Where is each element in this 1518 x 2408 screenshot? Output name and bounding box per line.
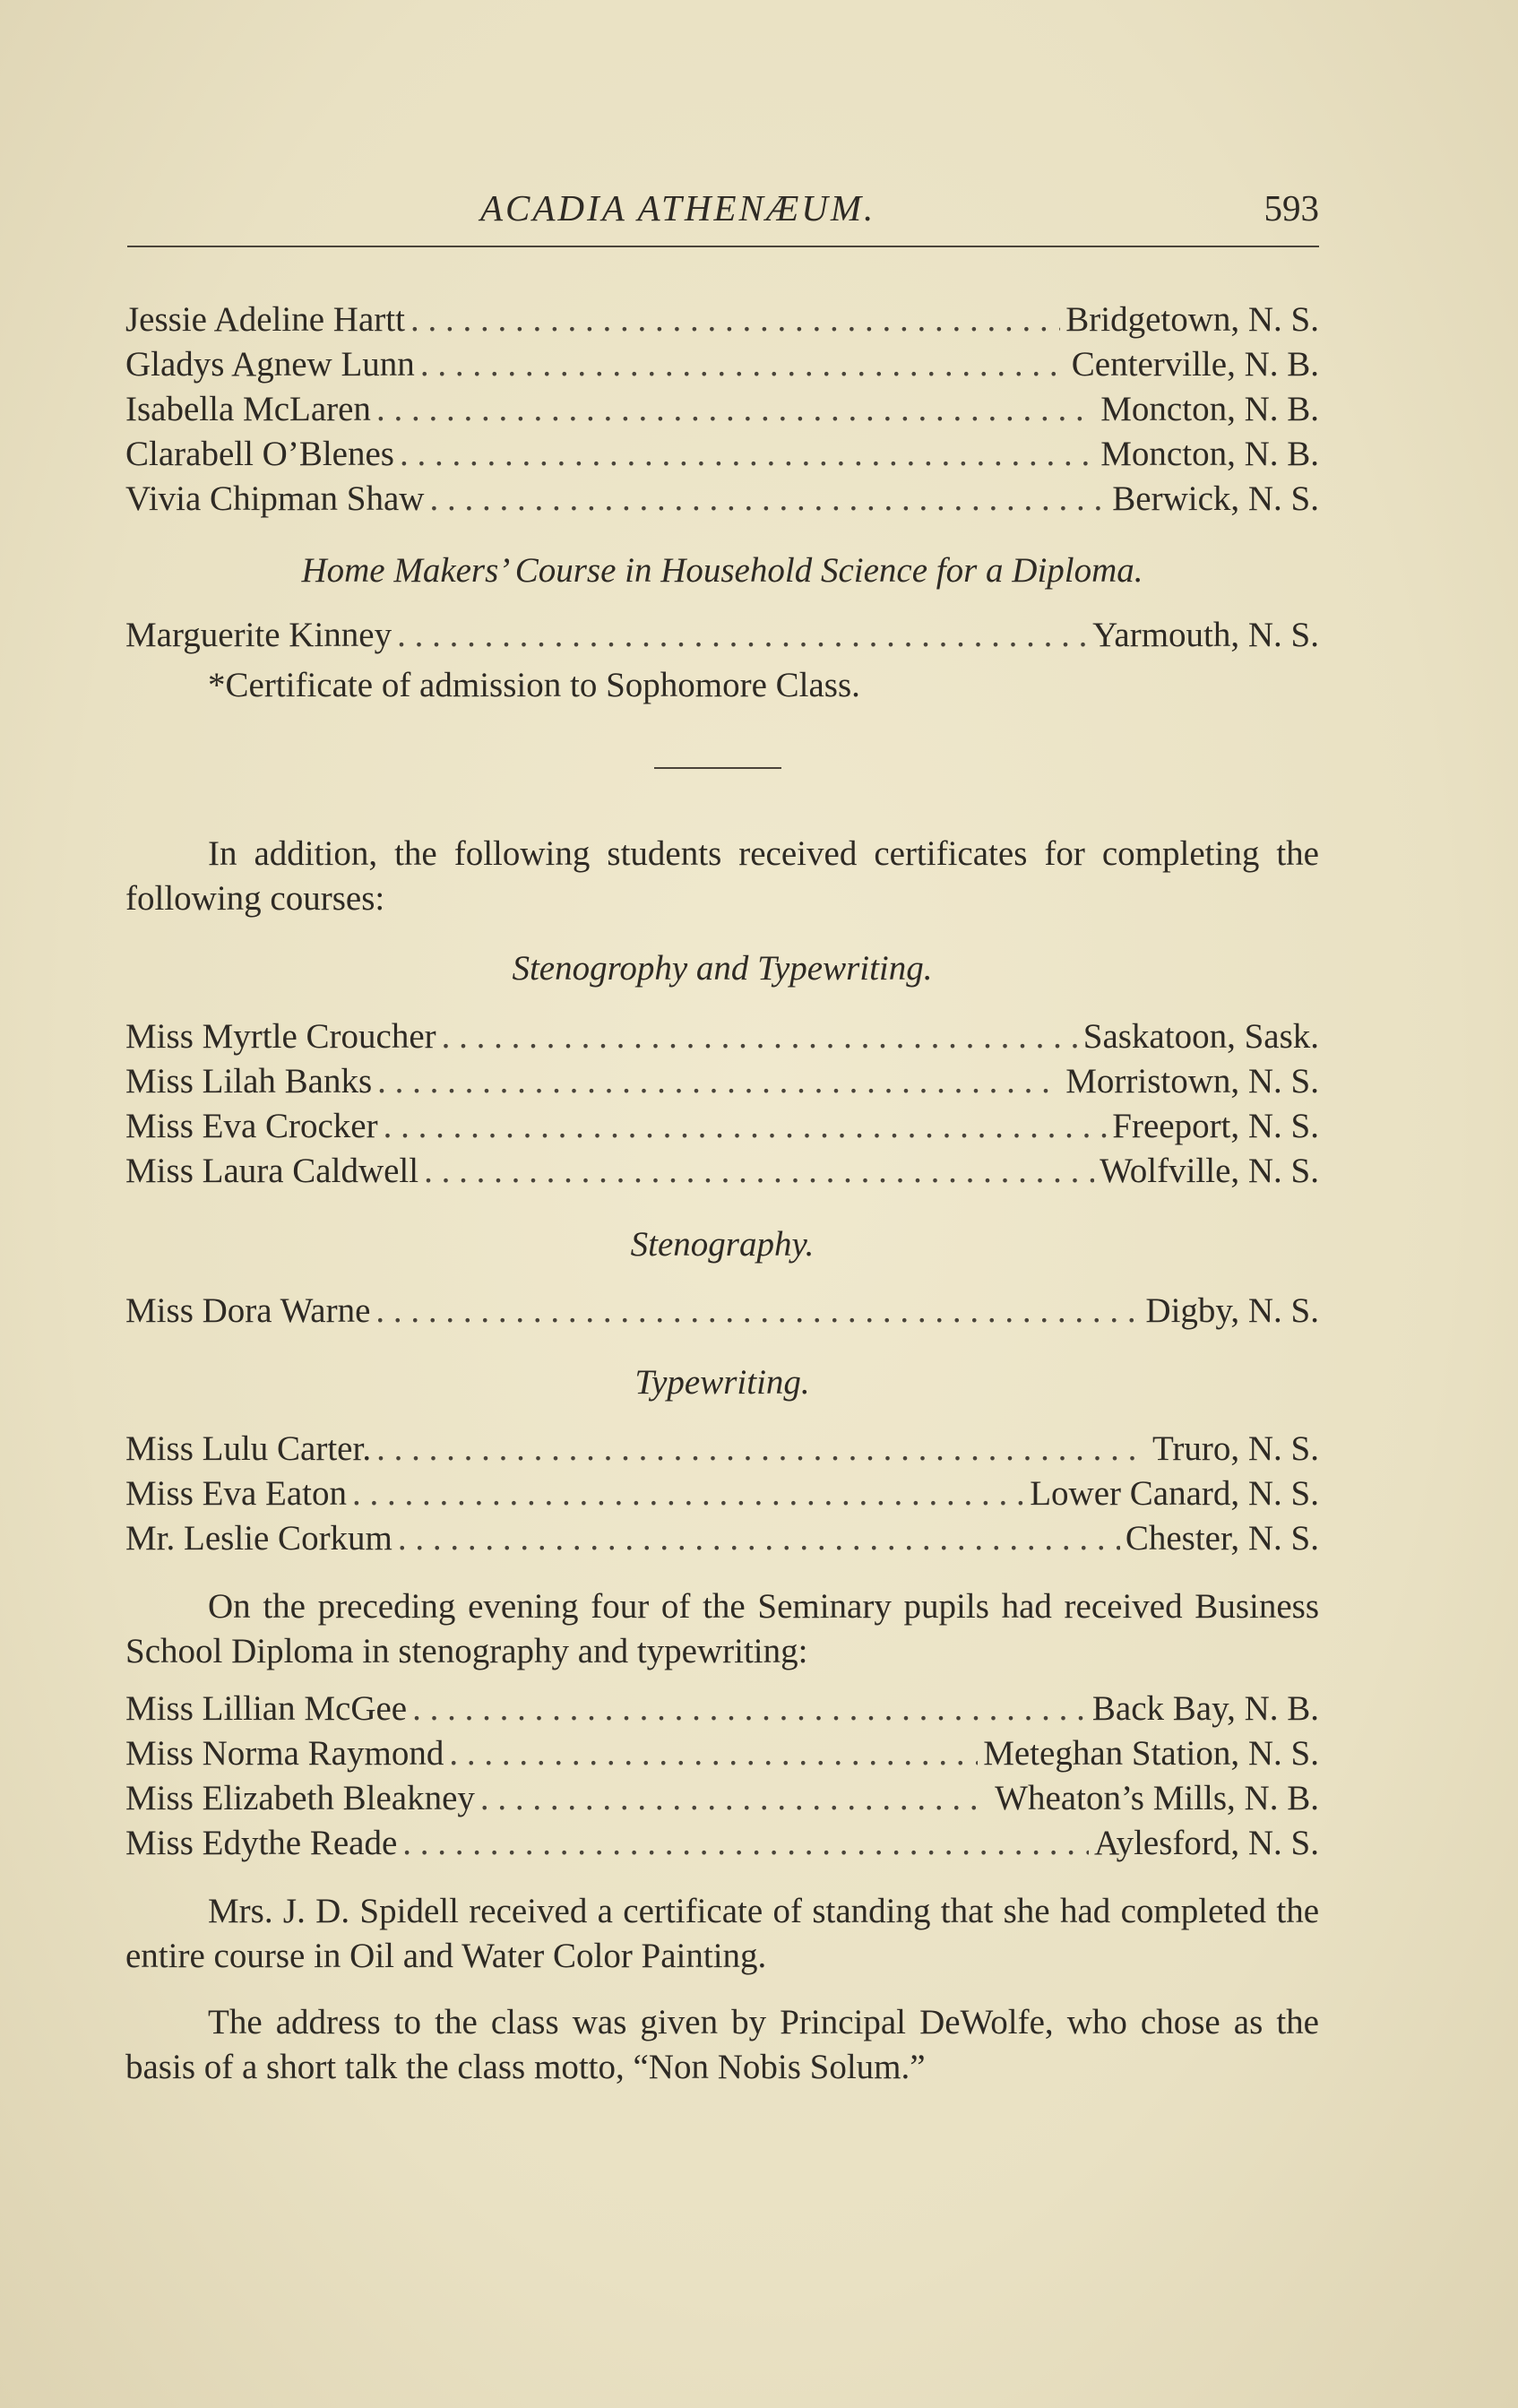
stenography-heading: Stenography. (630, 1225, 815, 1264)
hometown: Back Bay, N. B. (1091, 1689, 1319, 1728)
person-name: Miss Lilah Banks (125, 1062, 373, 1100)
dot-leader (402, 1823, 1089, 1863)
list-item (125, 434, 1319, 479)
list-item (125, 1473, 1319, 1518)
hometown: Berwick, N. S. (1112, 479, 1319, 518)
home-makers-heading: Home Makers’ Course in Household Science for a Diploma. (301, 551, 1143, 590)
person-name: Miss Laura Caldwell (125, 1152, 419, 1190)
dot-leader (480, 1778, 989, 1818)
person-name: Miss Eva Eaton (125, 1474, 347, 1513)
graduates-list (125, 299, 1319, 523)
list-item (125, 299, 1319, 344)
list-item (125, 1290, 1319, 1335)
hometown: Truro, N. S. (1151, 1429, 1319, 1468)
hometown: Wheaton’s Mills, N. B. (995, 1779, 1319, 1817)
hometown: Digby, N. S. (1145, 1291, 1319, 1330)
hometown: Chester, N. S. (1125, 1519, 1319, 1558)
person-name: Miss Lillian McGee (125, 1689, 408, 1728)
typewriting-heading: Typewriting. (634, 1363, 810, 1402)
stenography-list (125, 1290, 1319, 1335)
hometown: Moncton, N. B. (1100, 390, 1319, 428)
dot-leader (377, 1061, 1060, 1101)
dot-leader (424, 1151, 1094, 1191)
header-rule (127, 246, 1319, 247)
list-item (125, 389, 1319, 434)
hometown: Saskatoon, Sask. (1082, 1017, 1319, 1056)
dot-leader (400, 434, 1095, 474)
person-name: Miss Myrtle Croucher (125, 1017, 436, 1056)
address-paragraph: The address to the class was given by Principal DeWolfe, who chose as the basis of a short talk the class motto, “Non Nobis Solum.” (125, 2003, 1319, 2086)
hometown: Yarmouth, N. S. (1092, 616, 1319, 654)
hometown: Centerville, N. B. (1071, 345, 1319, 384)
footnote: *Certificate of admission to Sophomore Class. (208, 666, 860, 704)
dot-leader (376, 1428, 1147, 1469)
dot-leader (412, 1688, 1087, 1729)
dot-leader (397, 615, 1087, 655)
person-name: Vivia Chipman Shaw (125, 479, 425, 518)
dot-leader (442, 1016, 1078, 1057)
person-name: Isabella McLaren (125, 390, 371, 428)
person-name: Miss Lulu Carter. (125, 1429, 372, 1468)
home-makers-list (125, 615, 1319, 660)
section-divider (654, 767, 781, 769)
list-item (125, 479, 1319, 523)
hometown: Wolfville, N. S. (1100, 1152, 1319, 1190)
steno-typing-heading: Stenogrophy and Typewriting. (512, 949, 933, 988)
person-name: Jessie Adeline Hartt (125, 300, 405, 339)
dot-leader (449, 1733, 978, 1774)
person-name: Miss Elizabeth Bleakney (125, 1779, 475, 1817)
list-item (125, 615, 1319, 660)
person-name: Gladys Agnew Lunn (125, 345, 415, 384)
hometown: Bridgetown, N. S. (1065, 300, 1319, 339)
person-name: Miss Dora Warne (125, 1291, 371, 1330)
page-number: 593 (1264, 187, 1319, 229)
list-item (125, 1106, 1319, 1151)
dot-leader (384, 1106, 1108, 1146)
list-item (125, 1061, 1319, 1106)
person-name: Miss Edythe Reade (125, 1824, 398, 1862)
typewriting-list (125, 1428, 1319, 1563)
list-item (125, 1151, 1319, 1195)
dot-leader (398, 1518, 1120, 1558)
list-item (125, 1518, 1319, 1563)
list-item (125, 1428, 1319, 1473)
list-item (125, 344, 1319, 389)
dot-leader (376, 389, 1095, 429)
journal-title: ACADIA ATHENÆUM. (480, 187, 876, 229)
list-item (125, 1823, 1319, 1868)
seminary-paragraph: On the preceding evening four of the Seminary pupils had received Business School Diploma in stenography and typewriting: (125, 1587, 1319, 1670)
person-name: Marguerite Kinney (125, 616, 392, 654)
hometown: Meteghan Station, N. S. (983, 1734, 1319, 1773)
person-name: Clarabell O’Blenes (125, 435, 394, 473)
person-name: Miss Eva Crocker (125, 1107, 378, 1145)
seminary-list (125, 1688, 1319, 1868)
hometown: Freeport, N. S. (1112, 1107, 1319, 1145)
list-item (125, 1688, 1319, 1733)
list-item (125, 1016, 1319, 1061)
hometown: Lower Canard, N. S. (1030, 1474, 1319, 1513)
list-item (125, 1733, 1319, 1778)
hometown: Aylesford, N. S. (1094, 1824, 1319, 1862)
running-header (125, 186, 1319, 240)
spidell-paragraph: Mrs. J. D. Spidell received a certificate of standing that she had completed the entire course in Oil and Water Color Painting. (125, 1892, 1319, 1975)
person-name: Mr. Leslie Corkum (125, 1519, 392, 1558)
list-item (125, 1778, 1319, 1823)
dot-leader (352, 1473, 1024, 1514)
dot-leader (429, 479, 1107, 519)
hometown: Moncton, N. B. (1100, 435, 1319, 473)
steno-typing-list (125, 1016, 1319, 1195)
dot-leader (375, 1290, 1140, 1331)
person-name: Miss Norma Raymond (125, 1734, 444, 1773)
hometown: Morristown, N. S. (1065, 1062, 1319, 1100)
dot-leader (420, 344, 1066, 384)
intro-paragraph: In addition, the following students received certificates for completing the following courses: (125, 834, 1319, 918)
dot-leader (410, 299, 1060, 340)
